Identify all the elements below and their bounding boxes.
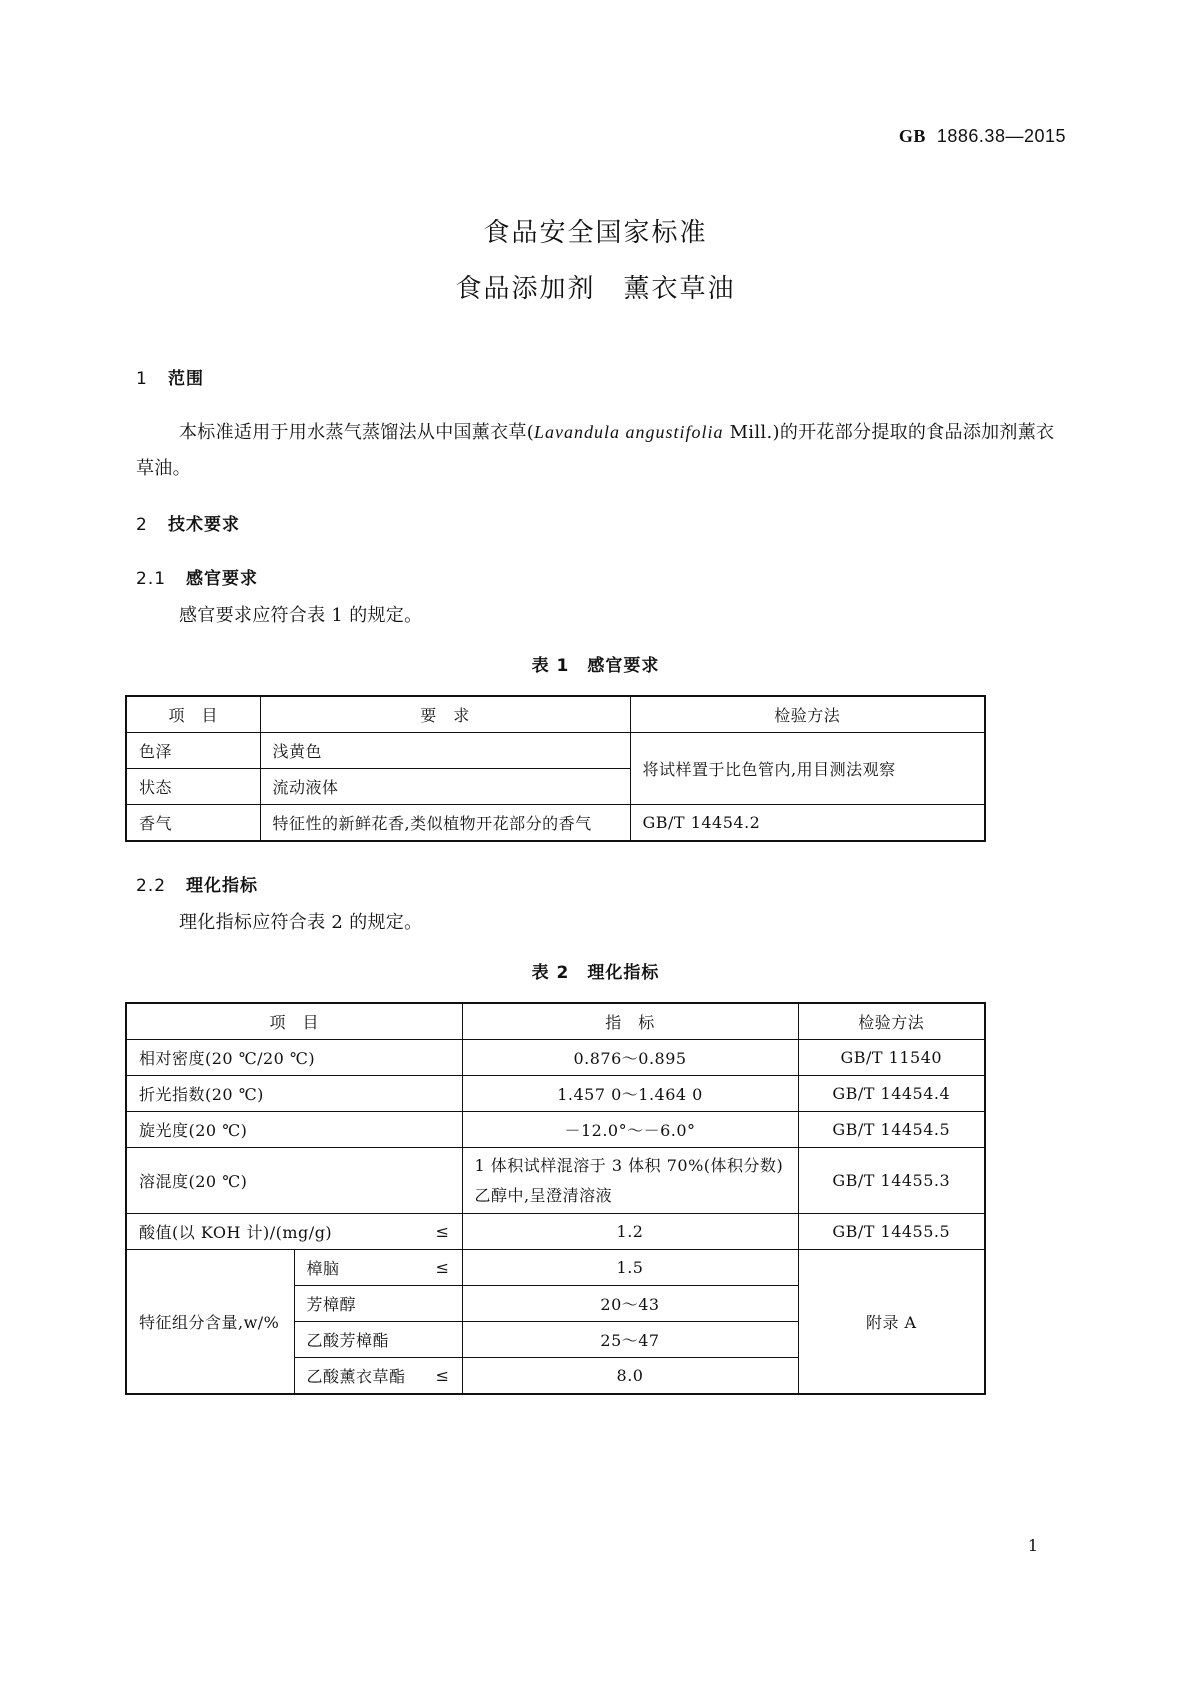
table-cell: 1.2 bbox=[462, 1214, 798, 1250]
table-cell: 香气 bbox=[126, 805, 260, 842]
sensory-table bbox=[125, 695, 986, 842]
le-symbol: ≤ bbox=[435, 1366, 450, 1385]
table-cell: 流动液体 bbox=[260, 769, 630, 805]
section-heading-physicochemical: 2.2 理化指标 bbox=[136, 876, 258, 896]
table-row bbox=[126, 733, 985, 769]
table-cell: 折光指数(20 ℃) bbox=[126, 1076, 462, 1112]
table-row bbox=[126, 1112, 985, 1148]
value-line: 乙醇中,呈澄清溶液 bbox=[474, 1185, 613, 1205]
table-cell: 1.457 0～1.464 0 bbox=[462, 1076, 798, 1112]
section-heading-sensory: 2.1 感官要求 bbox=[136, 569, 258, 589]
table-cell bbox=[462, 1148, 798, 1214]
table-row bbox=[126, 1040, 985, 1076]
table-header-cell: 检验方法 bbox=[630, 696, 985, 733]
physicochemical-table bbox=[125, 1002, 986, 1395]
page-number: 1 bbox=[1027, 1536, 1038, 1555]
table-cell: 20～43 bbox=[462, 1286, 798, 1322]
table-cell: GB/T 14455.3 bbox=[798, 1148, 985, 1214]
value-line: 1 体积试样混溶于 3 体积 70%(体积分数) bbox=[474, 1155, 784, 1175]
table-cell: 浅黄色 bbox=[260, 733, 630, 769]
table-cell: 8.0 bbox=[462, 1358, 798, 1395]
table-cell: 溶混度(20 ℃) bbox=[126, 1148, 462, 1214]
table-cell: 旋光度(20 ℃) bbox=[126, 1112, 462, 1148]
table-header-cell: 要 求 bbox=[260, 696, 630, 733]
sensory-paragraph: 感官要求应符合表 1 的规定。 bbox=[179, 605, 423, 626]
table2-caption: 表 2 理化指标 bbox=[531, 963, 660, 983]
table-cell: 乙酸芳樟酯 bbox=[294, 1322, 462, 1358]
table-header-cell: 项 目 bbox=[126, 696, 260, 733]
table-cell: GB/T 11540 bbox=[798, 1040, 985, 1076]
table-cell: 特征性的新鲜花香,类似植物开花部分的香气 bbox=[260, 805, 630, 842]
table-cell: 樟脑 ≤ bbox=[294, 1250, 462, 1286]
section-heading-scope: 1 范围 bbox=[136, 369, 204, 389]
table-cell: 相对密度(20 ℃/20 ℃) bbox=[126, 1040, 462, 1076]
table-cell: 芳樟醇 bbox=[294, 1286, 462, 1322]
document-subtitle: 食品添加剂 薰衣草油 bbox=[455, 274, 736, 304]
table-row bbox=[126, 805, 985, 842]
table-row bbox=[126, 1148, 985, 1214]
table-cell: GB/T 14455.5 bbox=[798, 1214, 985, 1250]
table-row bbox=[126, 1214, 985, 1250]
section-heading-technical-requirements: 2 技术要求 bbox=[136, 515, 240, 535]
table-cell: 25～47 bbox=[462, 1322, 798, 1358]
table-cell: 附录 A bbox=[798, 1250, 985, 1395]
physicochemical-paragraph: 理化指标应符合表 2 的规定。 bbox=[179, 912, 423, 933]
table-header-row bbox=[126, 1003, 985, 1040]
scope-paragraph: 本标准适用于用水蒸气蒸馏法从中国薰衣草(Lavandula angustifolia Mill.)的开花部分提取的食品添加剂薰衣草油。 bbox=[136, 422, 1055, 479]
table-row bbox=[126, 1076, 985, 1112]
document-title: 食品安全国家标准 bbox=[483, 218, 708, 248]
table-cell: 1.5 bbox=[462, 1250, 798, 1286]
standard-code: GB 1886.38—2015 bbox=[898, 126, 1066, 146]
table-cell: GB/T 14454.5 bbox=[798, 1112, 985, 1148]
table-cell: 特征组分含量,w/% bbox=[126, 1250, 294, 1395]
le-symbol: ≤ bbox=[435, 1258, 450, 1277]
le-symbol: ≤ bbox=[435, 1222, 450, 1241]
table-cell: GB/T 14454.2 bbox=[630, 805, 985, 842]
table-cell: －12.0°～－6.0° bbox=[462, 1112, 798, 1148]
table-header-row bbox=[126, 696, 985, 733]
table-header-cell: 指 标 bbox=[462, 1003, 798, 1040]
table-cell: 酸值(以 KOH 计)/(mg/g) ≤ bbox=[126, 1214, 462, 1250]
table-cell: 0.876～0.895 bbox=[462, 1040, 798, 1076]
table-cell: 状态 bbox=[126, 769, 260, 805]
table-row bbox=[126, 1250, 985, 1286]
table-cell: 乙酸薰衣草酯 ≤ bbox=[294, 1358, 462, 1395]
table1-caption: 表 1 感官要求 bbox=[531, 656, 660, 676]
table-cell: 将试样置于比色管内,用目测法观察 bbox=[630, 733, 985, 805]
table-cell: 色泽 bbox=[126, 733, 260, 769]
table-header-cell: 项 目 bbox=[126, 1003, 462, 1040]
table-header-cell: 检验方法 bbox=[798, 1003, 985, 1040]
table-cell: GB/T 14454.4 bbox=[798, 1076, 985, 1112]
